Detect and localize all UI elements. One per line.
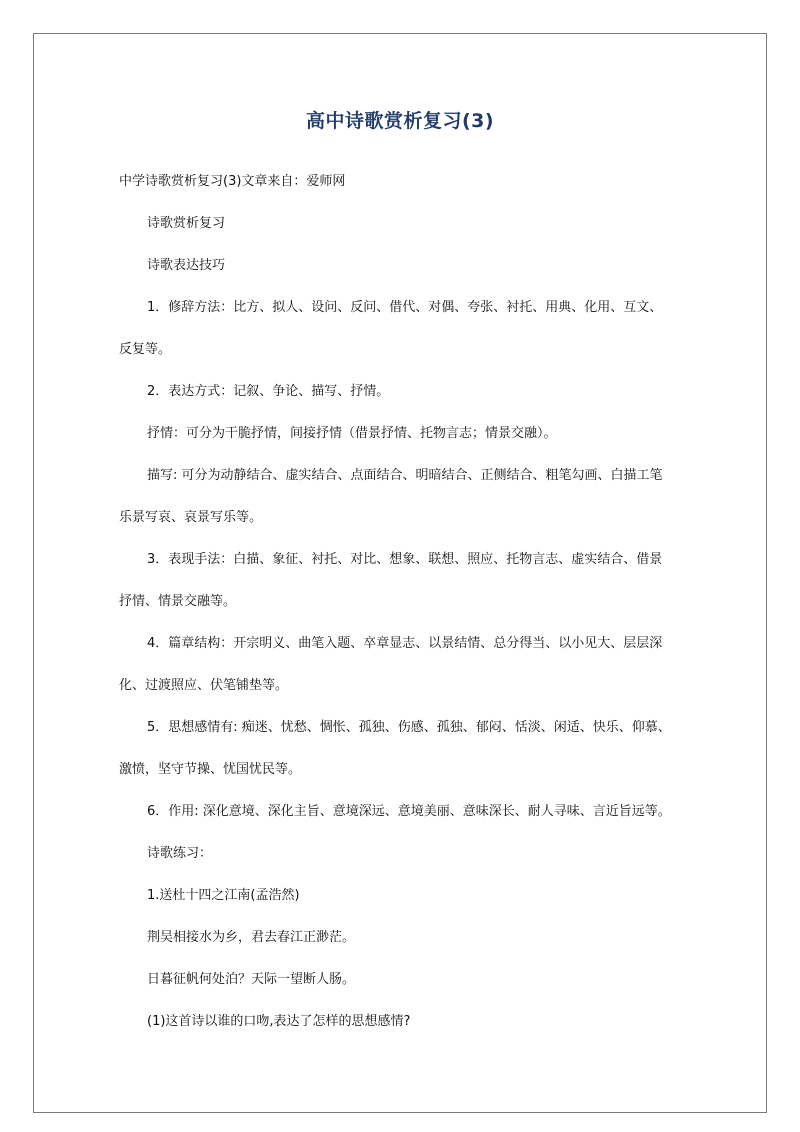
source-line: 中学诗歌赏析复习(3)文章来自：爱师网 xyxy=(119,174,346,189)
poem-line: 日暮征帆何处泊？天际一望断人肠。 xyxy=(147,972,356,987)
paragraph-line: 1．修辞方法：比方、拟人、设问、反问、借代、对偶、夸张、衬托、用典、化用、互文、 xyxy=(147,300,663,315)
paragraph-line: 化、过渡照应、伏笔铺垫等。 xyxy=(119,678,289,693)
document-title: 高中诗歌赏析复习(3) xyxy=(305,110,495,132)
poem-line: 荆吴相接水为乡，君去春江正渺茫。 xyxy=(147,930,356,945)
section-heading: 诗歌表达技巧 xyxy=(147,258,226,273)
paragraph-line: 6．作用: 深化意境、深化主旨、意境深远、意境美丽、意味深长、耐人寻味、言近旨远等。 xyxy=(147,804,671,819)
paragraph-line: 反复等。 xyxy=(119,342,172,357)
paragraph-line: 描写: 可分为动静结合、虚实结合、点面结合、明暗结合、正侧结合、粗笔勾画、白描工笔 xyxy=(147,468,663,483)
page-border xyxy=(33,33,767,1113)
paragraph-line: 激愤，坚守节操、忧国忧民等。 xyxy=(119,762,302,777)
section-heading: 诗歌练习： xyxy=(147,846,213,861)
paragraph-line: 乐景写哀、哀景写乐等。 xyxy=(119,510,263,525)
paragraph-line: 3．表现手法：白描、象征、衬托、对比、想象、联想、照应、托物言志、虚实结合、借景 xyxy=(147,552,663,567)
poem-title: 1.送杜十四之江南(孟浩然) xyxy=(147,888,300,903)
question-line: (1)这首诗以谁的口吻,表达了怎样的思想感情? xyxy=(147,1014,411,1029)
section-heading: 诗歌赏析复习 xyxy=(147,216,226,231)
paragraph-line: 抒情：可分为干脆抒情，间接抒情（借景抒情、托物言志；情景交融）。 xyxy=(147,426,557,441)
paragraph-line: 抒情、情景交融等。 xyxy=(119,594,237,609)
paragraph-line: 2．表达方式：记叙、争论、描写、抒情。 xyxy=(147,384,390,399)
paragraph-line: 4．篇章结构：开宗明义、曲笔入题、卒章显志、以景结情、总分得当、以小见大、层层深 xyxy=(147,636,663,651)
paragraph-line: 5．思想感情有: 痴迷、忧愁、惆怅、孤独、伤感、孤独、郁闷、恬淡、闲适、快乐、仰慕、 xyxy=(147,720,671,735)
